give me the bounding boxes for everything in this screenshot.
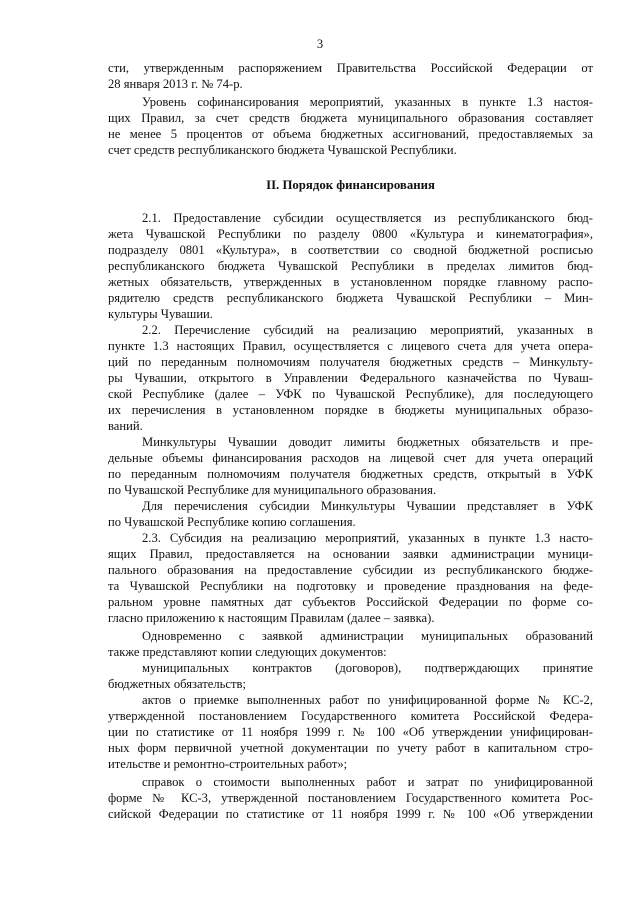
text-line: форме № КС-3, утвержденной постановлением Государственного комитета Рос-: [108, 791, 593, 805]
text-line: по переданным полномочиям получателя бюджетных средств, открытый в УФК: [108, 467, 593, 481]
text-line: ры Чувашии, открытого в Управлении Федерального казначейства по Чуваш-: [108, 371, 593, 385]
text-line: гласно приложению к настоящим Правилам (далее – заявка).: [108, 611, 435, 625]
text-line: щих Правил, за счет средств бюджета муниципального образования составляет: [108, 111, 593, 125]
text-line: 2.2. Перечисление субсидий на реализацию мероприятий, указанных в: [142, 323, 593, 337]
text-line: ительстве и ремонтно-строительных работ»;: [108, 757, 348, 771]
text-line: справок о стоимости выполненных работ и затрат по унифицированной: [142, 775, 593, 789]
text-line: ской Республике (далее – УФК по Чувашской Республике), для последующего: [108, 387, 593, 401]
text-line: рядителю средств республиканского бюджета Чувашской Республики – Мин-: [108, 291, 593, 305]
text-line: Уровень софинансирования мероприятий, указанных в пункте 1.3 настоя-: [142, 95, 593, 109]
text-line: культуры Чувашии.: [108, 307, 213, 321]
text-line: также представляют копии следующих документов:: [108, 645, 387, 659]
text-line: ваний.: [108, 419, 143, 433]
text-line: по Чувашской Республике копию соглашения.: [108, 515, 356, 529]
text-line: Для перечисления субсидии Минкультуры Чувашии представляет в УФК: [142, 499, 593, 513]
section-heading: II. Порядок финансирования: [266, 178, 435, 192]
text-line: республиканского бюджета Чувашской Республики в пределах лимитов бюд-: [108, 259, 593, 273]
text-line: жетных обязательств, утвержденных в установленном порядке главному распо-: [108, 275, 593, 289]
text-line: муниципальных контрактов (договоров), подтверждающих принятие: [142, 661, 593, 675]
text-line: не менее 5 процентов от объема бюджетных ассигнований, предоставляемых за: [108, 127, 593, 141]
text-line: ящих Правил, предоставляется на основании заявки администрации муници-: [108, 547, 593, 561]
text-line: по Чувашской Республике для муниципального образования.: [108, 483, 437, 497]
text-line: подразделу 0801 «Культура», в соответствии со сводной бюджетной росписью: [108, 243, 593, 257]
text-line: бюджетных обязательств;: [108, 677, 246, 691]
text-line: ций по переданным полномочиям получателя бюджетных средств – Минкульту-: [108, 355, 593, 369]
text-line: ральном уровне памятных дат субъектов Российской Федерации по форме со-: [108, 595, 593, 609]
text-line: сийской Федерации по статистике от 11 ноября 1999 г. № 100 «Об утверждении: [108, 807, 593, 821]
text-line: актов о приемке выполненных работ по унифицированной форме № КС-2,: [142, 693, 593, 707]
text-line: та Чувашской Республики на подготовку и проведение празднования на феде-: [108, 579, 593, 593]
text-line: счет средств республиканского бюджета Чувашской Республики.: [108, 143, 457, 157]
text-line: 2.3. Субсидия на реализацию мероприятий, указанных в пункте 1.3 насто-: [142, 531, 593, 545]
text-line: пального образования на предоставление субсидии из республиканского бюдже-: [108, 563, 593, 577]
text-line: пункте 1.3 настоящих Правил, осуществляется с лицевого счета для учета опера-: [108, 339, 593, 353]
text-line: ции по статистике от 11 ноября 1999 г. № 100 «Об утверждении унифицирован-: [108, 725, 593, 739]
text-line: дельные объемы финансирования расходов на лицевой счет для учета операций: [108, 451, 593, 465]
text-line: жета Чувашской Республики по разделу 0800 «Культура и кинематография»,: [108, 227, 593, 241]
text-line: сти, утвержденным распоряжением Правительства Российской Федерации от: [108, 61, 593, 75]
text-line: 2.1. Предоставление субсидии осуществляется из республиканского бюд-: [142, 211, 593, 225]
text-line: утвержденной постановлением Государственного комитета Российской Федера-: [108, 709, 593, 723]
page-number: 3: [316, 37, 324, 51]
text-line: ных форм первичной учетной документации по учету работ в капитальном стро-: [108, 741, 593, 755]
text-line: 28 января 2013 г. № 74-р.: [108, 77, 243, 91]
text-line: Одновременно с заявкой администрации муниципальных образований: [142, 629, 593, 643]
text-line: Минкультуры Чувашии доводит лимиты бюджетных обязательств и пре-: [142, 435, 593, 449]
text-line: их перечисления в установленном порядке в бюджеты муниципальных образо-: [108, 403, 593, 417]
